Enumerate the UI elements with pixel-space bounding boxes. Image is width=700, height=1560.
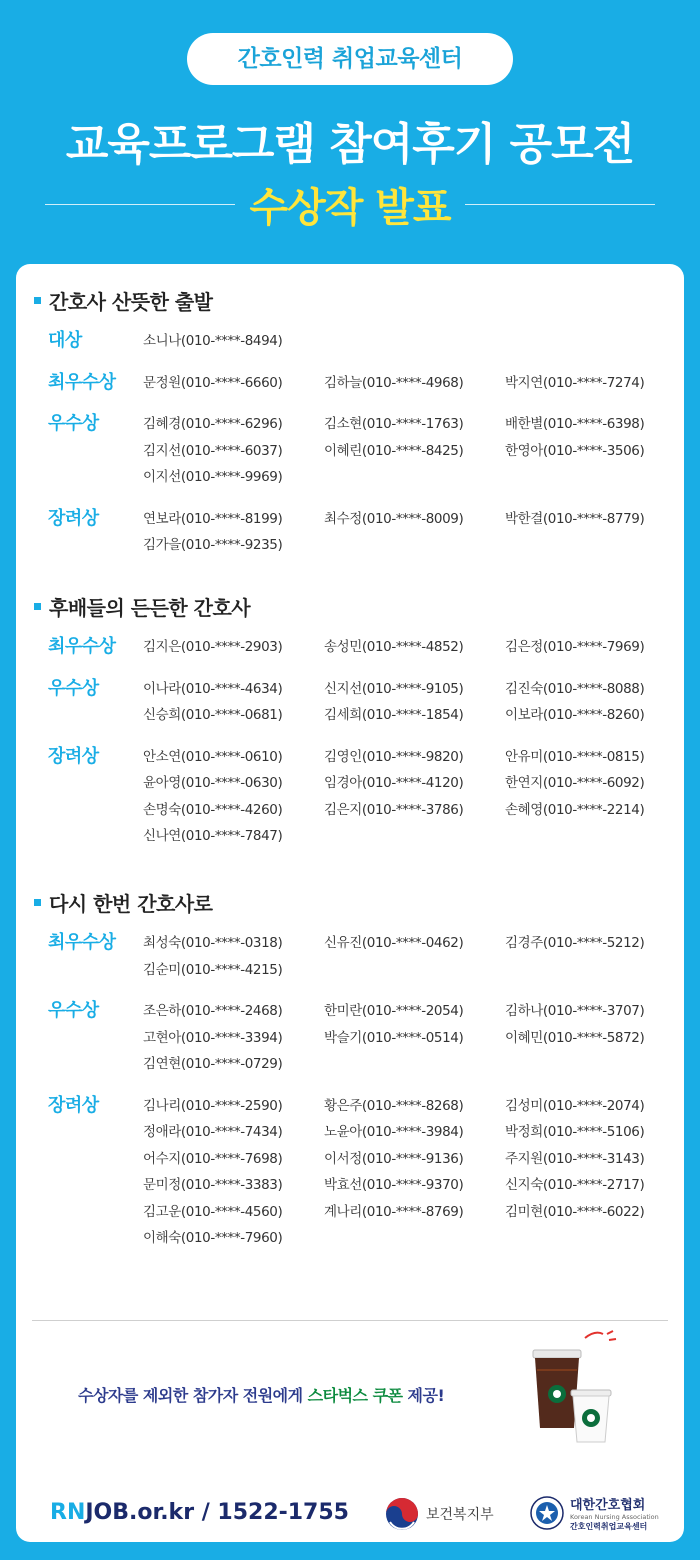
section-title bbox=[34, 592, 250, 621]
kna-logo bbox=[530, 1494, 659, 1532]
kna-subtitle: 간호인력취업교육센터 bbox=[570, 1522, 648, 1531]
winner-entry: 김연현(010-****-0729) bbox=[143, 1056, 283, 1072]
winner-entry: 신유진(010-****-0462) bbox=[324, 935, 464, 951]
promo-text-before: 수상자를 제외한 참가자 전원에게 bbox=[78, 1386, 308, 1405]
winner-entry: 연보라(010-****-8199) bbox=[143, 510, 283, 527]
award-label: 우수상 bbox=[48, 1000, 99, 1021]
winner-entry: 정애라(010-****-7434) bbox=[143, 1124, 283, 1140]
winner-entry: 신지선(010-****-9105) bbox=[324, 680, 464, 697]
ministry-label: 보건복지부 bbox=[426, 1507, 494, 1523]
winner-entry: 배한별(010-****-6398) bbox=[505, 416, 645, 432]
winner-entry: 황은주(010-****-8268) bbox=[324, 1097, 464, 1114]
site-rn: RN bbox=[50, 1500, 86, 1525]
winner-entry: 김경주(010-****-5212) bbox=[505, 935, 645, 951]
winner-entry: 어수지(010-****-7698) bbox=[143, 1150, 283, 1167]
winner-entry: 이해숙(010-****-7960) bbox=[143, 1230, 283, 1246]
winner-entry: 이나라(010-****-4634) bbox=[143, 680, 283, 697]
winner-entry: 박지연(010-****-7274) bbox=[505, 374, 645, 391]
subtitle-row bbox=[45, 176, 655, 232]
winner-entry: 이혜민(010-****-5872) bbox=[505, 1029, 645, 1046]
kna-english-name: Korean Nursing Association bbox=[570, 1513, 659, 1521]
winner-entry: 윤아영(010-****-0630) bbox=[143, 775, 283, 791]
ministry-logo bbox=[384, 1496, 494, 1532]
winner-entry: 김나리(010-****-2590) bbox=[143, 1097, 283, 1114]
winner-entry: 이보라(010-****-8260) bbox=[505, 707, 645, 723]
winner-entry: 안소연(010-****-0610) bbox=[143, 748, 283, 765]
award-label: 대상 bbox=[48, 330, 82, 351]
promo-text-after: 제공! bbox=[402, 1386, 445, 1405]
winner-entry: 최성숙(010-****-0318) bbox=[143, 935, 283, 951]
section-title-text: 간호사 산뜻한 출발 bbox=[49, 290, 213, 314]
winner-entry: 김고운(010-****-4560) bbox=[143, 1203, 283, 1220]
subtitle-divider-right bbox=[465, 204, 655, 205]
winner-entry: 고현아(010-****-3394) bbox=[143, 1029, 283, 1046]
square-bullet-icon bbox=[34, 297, 41, 304]
winner-entry: 안유미(010-****-0815) bbox=[505, 748, 645, 765]
winner-entry: 김하나(010-****-3707) bbox=[505, 1003, 645, 1019]
site-rest: JOB.or.kr / 1522-1755 bbox=[85, 1500, 349, 1525]
winner-entry: 김지선(010-****-6037) bbox=[143, 442, 283, 459]
winner-entry: 박정희(010-****-5106) bbox=[505, 1124, 645, 1140]
winner-entry: 박효선(010-****-9370) bbox=[324, 1177, 464, 1193]
page-subtitle: 수상작 발표 bbox=[249, 184, 451, 231]
section-title bbox=[34, 286, 213, 315]
winner-entry: 김순미(010-****-4215) bbox=[143, 961, 283, 978]
winner-entry: 김미현(010-****-6022) bbox=[505, 1203, 645, 1220]
winner-entry: 김혜경(010-****-6296) bbox=[143, 416, 283, 432]
winner-entry: 한미란(010-****-2054) bbox=[324, 1003, 464, 1019]
winner-entry: 조은하(010-****-2468) bbox=[143, 1003, 283, 1019]
section-title-text: 후배들의 든든한 간호사 bbox=[49, 596, 251, 620]
winner-entry: 김진숙(010-****-8088) bbox=[505, 680, 645, 697]
winner-entry: 한영아(010-****-3506) bbox=[505, 442, 645, 459]
winner-entry: 문정원(010-****-6660) bbox=[143, 374, 283, 391]
kna-name: 대한간호협회 bbox=[570, 1498, 646, 1513]
promo-highlight: 스타벅스 쿠폰 bbox=[307, 1386, 403, 1405]
winner-entry: 문미정(010-****-3383) bbox=[143, 1177, 283, 1193]
winner-entry: 손명숙(010-****-4260) bbox=[143, 801, 283, 818]
winner-entry: 최수정(010-****-8009) bbox=[324, 510, 464, 527]
winner-entry: 김세희(010-****-1854) bbox=[324, 707, 464, 723]
site-contact bbox=[50, 1500, 349, 1525]
kna-emblem-icon bbox=[530, 1496, 564, 1530]
winner-entry: 박슬기(010-****-0514) bbox=[324, 1029, 464, 1046]
winner-entry: 손혜영(010-****-2214) bbox=[505, 801, 645, 818]
winner-entry: 김성미(010-****-2074) bbox=[505, 1097, 645, 1114]
winner-entry: 한연지(010-****-6092) bbox=[505, 775, 645, 791]
winner-entry: 송성민(010-****-4852) bbox=[324, 639, 464, 655]
award-label: 우수상 bbox=[48, 677, 99, 699]
square-bullet-icon bbox=[34, 899, 41, 906]
center-name-badge: 간호인력 취업교육센터 bbox=[187, 33, 513, 85]
winner-entry: 김은지(010-****-3786) bbox=[324, 801, 464, 818]
coffee-cups-icon bbox=[525, 1330, 630, 1450]
winner-entry: 이지선(010-****-9969) bbox=[143, 469, 283, 485]
page-title: 교육프로그램 참여후기 공모전 bbox=[65, 119, 635, 170]
square-bullet-icon bbox=[34, 603, 41, 610]
promo-text bbox=[78, 1383, 518, 1406]
award-label: 최우수상 bbox=[48, 932, 116, 953]
winner-entry: 소니나(010-****-8494) bbox=[143, 333, 283, 349]
winner-entry: 주지원(010-****-3143) bbox=[505, 1150, 645, 1167]
award-label: 장려상 bbox=[48, 1094, 99, 1116]
winner-entry: 노윤아(010-****-3984) bbox=[324, 1124, 464, 1140]
award-label: 최우수상 bbox=[48, 371, 116, 393]
award-label: 우수상 bbox=[48, 413, 99, 434]
winner-entry: 계나리(010-****-8769) bbox=[324, 1203, 464, 1220]
award-label: 최우수상 bbox=[48, 636, 116, 657]
winner-entry: 신나연(010-****-7847) bbox=[143, 828, 283, 844]
winner-entry: 김하늘(010-****-4968) bbox=[324, 374, 464, 391]
winner-entry: 김소현(010-****-1763) bbox=[324, 416, 464, 432]
subtitle-divider-left bbox=[45, 204, 235, 205]
winner-entry: 이서정(010-****-9136) bbox=[324, 1150, 464, 1167]
winner-entry: 박한결(010-****-8779) bbox=[505, 510, 645, 527]
footer-divider bbox=[32, 1320, 668, 1321]
section-title-text: 다시 한번 간호사로 bbox=[49, 892, 213, 916]
winner-entry: 김지은(010-****-2903) bbox=[143, 639, 283, 655]
award-label: 장려상 bbox=[48, 745, 99, 767]
section-title bbox=[34, 888, 213, 917]
winner-entry: 임경아(010-****-4120) bbox=[324, 775, 464, 791]
winner-entry: 김영인(010-****-9820) bbox=[324, 748, 464, 765]
winner-entry: 신지숙(010-****-2717) bbox=[505, 1177, 645, 1193]
award-label: 장려상 bbox=[48, 507, 99, 529]
taegeuk-icon bbox=[384, 1496, 420, 1532]
winner-entry: 신승희(010-****-0681) bbox=[143, 707, 283, 723]
winner-entry: 김은정(010-****-7969) bbox=[505, 639, 645, 655]
winner-entry: 이혜린(010-****-8425) bbox=[324, 442, 464, 459]
winner-entry: 김가을(010-****-9235) bbox=[143, 537, 283, 553]
